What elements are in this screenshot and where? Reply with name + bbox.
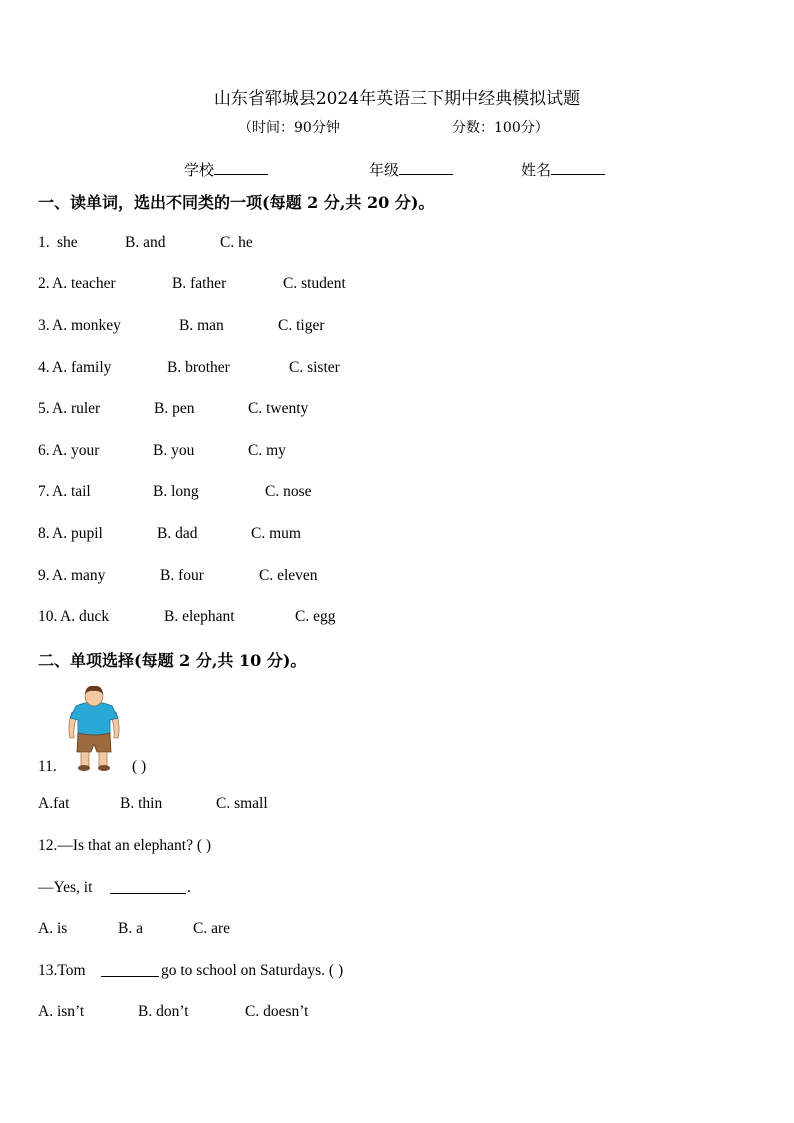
question-number: 10. xyxy=(38,608,58,625)
option-a: A. teacher xyxy=(52,275,116,292)
exam-score: 分数：100分） xyxy=(452,120,549,136)
question-number: 8. xyxy=(38,525,50,542)
option-b: B. man xyxy=(179,317,224,334)
right-shoe xyxy=(98,765,110,771)
name-blank[interactable] xyxy=(551,160,605,175)
option-a: A. pupil xyxy=(52,525,103,542)
option-a: A. family xyxy=(52,359,112,376)
left-leg xyxy=(81,752,89,766)
option-c: C. twenty xyxy=(248,400,309,417)
question-number: 3. xyxy=(38,317,50,334)
question-prefix: 13.Tom xyxy=(38,962,86,979)
option-b: B. dad xyxy=(157,525,198,542)
question-stem: 12.—Is that an elephant? ( ) xyxy=(38,837,212,854)
option-b: B. pen xyxy=(154,400,195,417)
fat-boy-illustration xyxy=(64,686,124,774)
name-field xyxy=(521,159,605,180)
question-suffix: go to school on Saturdays. ( ) xyxy=(161,962,344,979)
question-number: 4. xyxy=(38,359,50,376)
blue-shirt xyxy=(70,702,118,736)
option-c: C. my xyxy=(248,442,286,459)
reply-blank[interactable] xyxy=(110,879,186,894)
option-c: C. mum xyxy=(251,525,301,542)
right-leg xyxy=(99,752,107,766)
answer-blank[interactable] xyxy=(101,962,159,977)
option-b: B. thin xyxy=(120,795,163,812)
reply-prefix: —Yes, it xyxy=(38,879,93,896)
question-number: 6. xyxy=(38,442,50,459)
school-blank[interactable] xyxy=(214,160,268,175)
option-b: B. and xyxy=(125,234,166,251)
page-title: 山东省郓城县2024年英语三下期中经典模拟试题 xyxy=(213,89,581,109)
grade-blank[interactable] xyxy=(399,160,453,175)
option-b: B. elephant xyxy=(164,608,235,625)
option-b: B. long xyxy=(153,483,199,500)
name-label: 姓名 xyxy=(521,161,552,179)
option-c: C. egg xyxy=(295,608,336,625)
question-number: 9. xyxy=(38,567,50,584)
option-b: B. a xyxy=(118,920,143,937)
option-c: C. sister xyxy=(289,359,340,376)
answer-paren[interactable]: ( ) xyxy=(132,758,147,775)
option-c: C. student xyxy=(283,275,346,292)
option-c: C. are xyxy=(193,920,231,937)
option-a: A. isn’t xyxy=(38,1003,85,1020)
option-b: B. brother xyxy=(167,359,230,376)
option-b: B. father xyxy=(172,275,227,292)
option-b: B. don’t xyxy=(138,1003,189,1020)
option-a: A. duck xyxy=(60,608,110,625)
brown-shorts xyxy=(77,733,111,752)
option-c: C. he xyxy=(220,234,253,251)
question-number: 5. xyxy=(38,400,50,417)
option-c: C. small xyxy=(216,795,268,812)
grade-field xyxy=(369,159,453,180)
reply-suffix: . xyxy=(187,879,191,896)
option-a: A. many xyxy=(52,567,106,584)
school-label: 学校 xyxy=(184,161,215,179)
option-a: A. monkey xyxy=(52,317,121,334)
exam-time: （时间：90分钟 xyxy=(238,120,340,136)
option-b: B. you xyxy=(153,442,195,459)
option-c: C. eleven xyxy=(259,567,318,584)
option-c: C. nose xyxy=(265,483,312,500)
grade-label: 年级 xyxy=(369,161,400,179)
section-1-heading: 一、读单词，选出不同类的一项(每题 2 分,共 20 分)。 xyxy=(38,193,435,212)
section-2-heading: 二、单项选择(每题 2 分,共 10 分)。 xyxy=(38,651,307,670)
option-a: A. tail xyxy=(52,483,91,500)
question-number: 1. xyxy=(38,234,50,251)
option-a: A. your xyxy=(52,442,100,459)
left-shoe xyxy=(78,765,90,771)
option-a: A. ruler xyxy=(52,400,101,417)
school-field xyxy=(184,159,268,180)
option-c: C. tiger xyxy=(278,317,325,334)
option-a: A.fat xyxy=(38,795,70,812)
question-number: 2. xyxy=(38,275,50,292)
question-number: 11. xyxy=(38,758,57,775)
option-a: A. is xyxy=(38,920,68,937)
option-c: C. doesn’t xyxy=(245,1003,309,1020)
option-b: B. four xyxy=(160,567,204,584)
question-number: 7. xyxy=(38,483,50,500)
option-a: she xyxy=(57,234,78,251)
